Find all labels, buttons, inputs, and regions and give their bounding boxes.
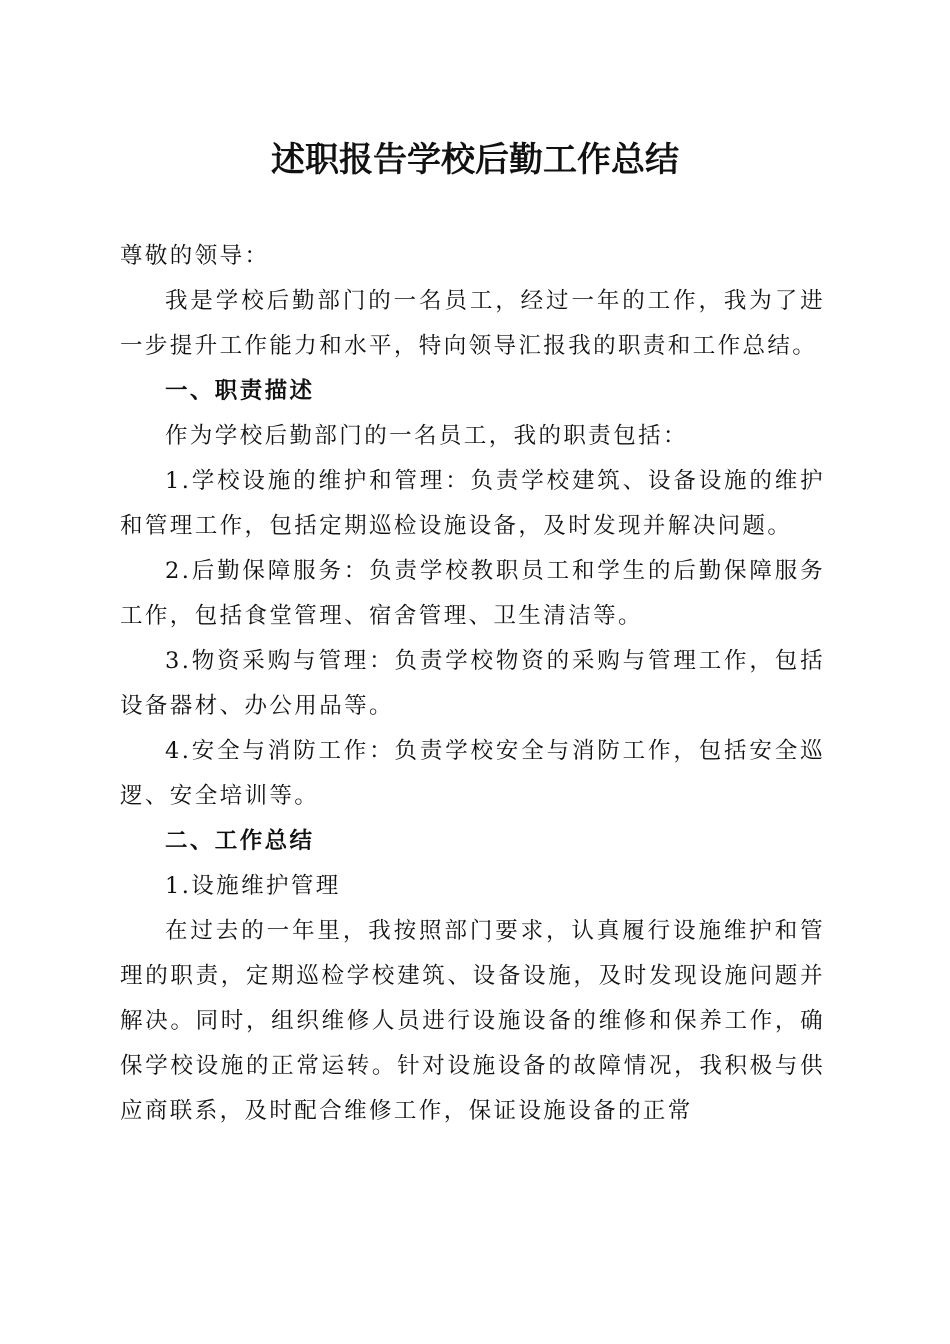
salutation: 尊敬的领导： [120, 243, 270, 269]
document-title: 述职报告学校后勤工作总结 [271, 140, 679, 180]
subsection-title: 1.设施维护管理 [165, 873, 341, 899]
intro-paragraph: 我是学校后勤部门的一名员工，经过一年的工作，我为了进一步提升工作能力和水平，特向领导汇报我的职责和工作总结。 [120, 288, 825, 359]
section-heading-duties: 一、职责描述 [165, 378, 315, 404]
duty-item: 2.后勤保障服务：负责学校教职员工和学生的后勤保障服务工作，包括食堂管理、宿舍管理、卫生清洁等。 [120, 558, 825, 629]
duty-item: 3.物资采购与管理：负责学校物资的采购与管理工作，包括设备器材、办公用品等。 [120, 648, 825, 719]
summary-paragraph: 在过去的一年里，我按照部门要求，认真履行设施维护和管理的职责，定期巡检学校建筑、设备设施，及时发现设施问题并解决。同时，组织维修人员进行设施设备的维修和保养工作，确保学校设施的正常运转。针对设施设备的故障情况，我积极与供应商联系，及时配合维修工作，保证设施设备的正常 [120, 918, 825, 1124]
section-heading-summary: 二、工作总结 [165, 828, 315, 854]
document-body [120, 234, 825, 1134]
duty-item: 4.安全与消防工作：负责学校安全与消防工作，包括安全巡逻、安全培训等。 [120, 738, 825, 809]
duty-item: 1.学校设施的维护和管理：负责学校建筑、设备设施的维护和管理工作，包括定期巡检设施设备，及时发现并解决问题。 [120, 468, 825, 539]
duties-lead: 作为学校后勤部门的一名员工，我的职责包括： [165, 423, 688, 449]
